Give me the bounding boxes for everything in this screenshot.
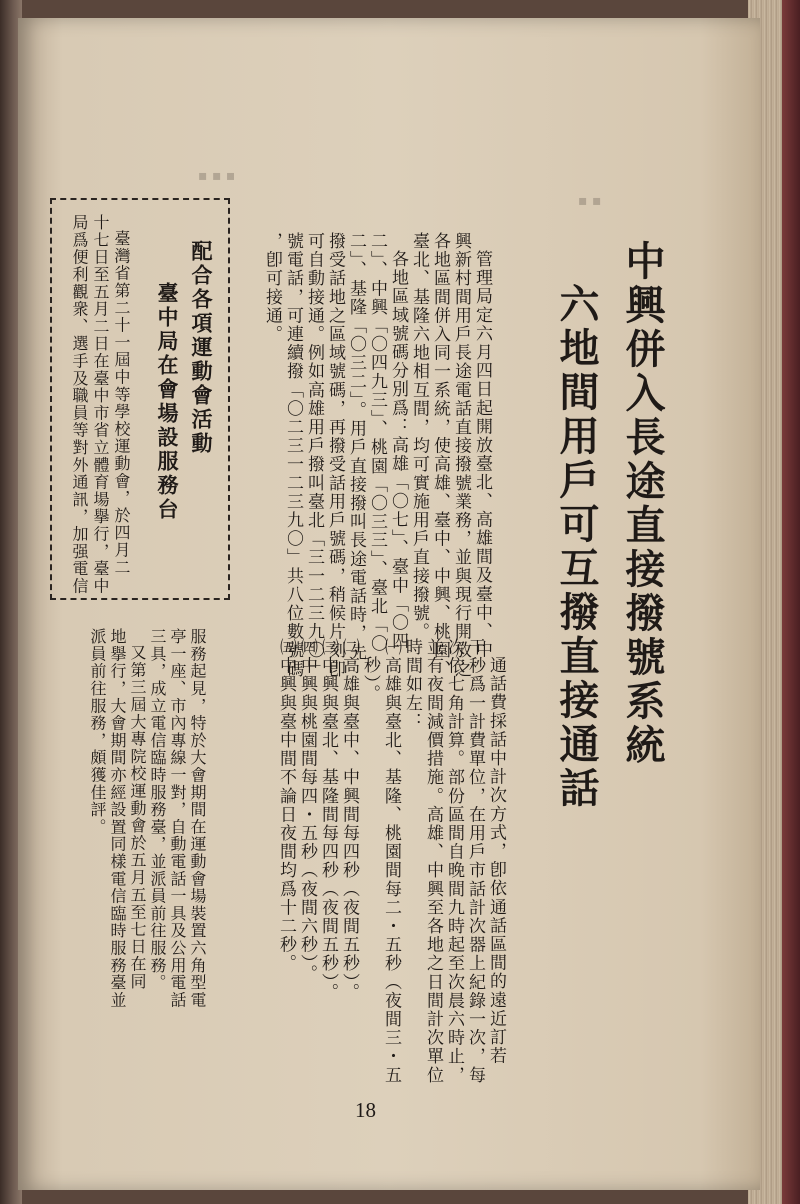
article-p1-col: 各地區域號碼分別爲：高雄「〇七」、臺中「〇四 (388, 250, 408, 651)
sidebar-p1-col: 臺灣省第二十一屆中等學校運動會，於四月二 (112, 230, 131, 576)
sidebar-p2-col: 服務起見，特於大會期間在運動會場裝置六角型電 (188, 628, 207, 1009)
book-cover-right (782, 0, 800, 1204)
article-p2-col: 通話費採話中計次方式，卽依通話區間的遠近訂若 (486, 656, 506, 1066)
article-p2-col: ㈣中興與桃園間每四・五秒（夜間六秒）。 (297, 638, 317, 983)
article-p1-col: ，卽可接通。 (262, 232, 282, 344)
article-p2-col: 並有夜間減價措施。高雄、中興至各地之日間計次單位 (423, 638, 443, 1085)
article-p1-col: 二」、基隆「〇三二」。用戶直接撥叫長途電話時，先 (346, 232, 366, 662)
article-p1-col: 管理局定六月四日起開放臺北、高雄間及臺中、中 (472, 250, 492, 660)
sidebar-p2-col: 亭一座、市內專線一對，自動電話一具及公用電話 (168, 628, 187, 1009)
article-p2-col: 時間如左： (402, 638, 422, 731)
article-title-line-1: 中興併入長途直接撥號系統 (619, 240, 666, 768)
sidebar-p2-col: 派員前往服務，頗獲佳評。 (88, 628, 107, 836)
article-p1-col: 撥受話地之區域號碼，再撥受話用戶號碼，稍候片刻卽 (325, 232, 345, 679)
article-p2-col: 干秒爲一計費單位，在用戶市話計次器上紀錄一次，每 (465, 638, 485, 1085)
page-number: 18 (355, 1098, 376, 1122)
article-title-line-2: 六地間用戶可互撥直接通話 (553, 283, 600, 811)
article-p1-col: 可自動接通。例如高雄用戶撥叫臺北「三一二三九〇」 (304, 232, 324, 679)
article-p2-col: ㈡高雄與臺中、中興間每四秒（夜間五秒）。 (339, 638, 359, 1002)
bleed-through-mark: ▪ ▪ ▪ (198, 168, 236, 184)
sidebar-title-line-2: 臺中局在會場設服務台 (155, 282, 180, 522)
article-p2-col: ㈢中興與臺北、基隆間每四秒（夜間五秒）。 (318, 638, 338, 1002)
bleed-through-mark: ▪ ▪ (578, 193, 602, 209)
article-p1-col: 臺北、基隆六地相互間，均可實施用戶直接撥號。 (409, 232, 429, 642)
sidebar-title-line-1: 配合各項運動會活動 (189, 240, 214, 456)
article-p2-col: 次依七角計算。部份區間自晚間九時起至次晨六時止， (444, 638, 464, 1085)
sidebar-p2-col: 三具，成立電信臨時服務臺，並派員前往服務。 (148, 628, 167, 992)
sidebar-p1-col: 十七日至五月二日在臺中市省立體育場擧行，臺中 (91, 214, 110, 595)
article-p1-col: 二」、中興「〇四九三」、桃園「〇三三」、臺北「〇 (367, 232, 387, 653)
sidebar-p1-col: 局爲便利觀衆、選手及職員等對外通訊，加强電信 (70, 214, 89, 595)
sidebar-p2-col: 又第三屆大專院校運動會於五月五至七日在同 (128, 644, 147, 990)
sidebar-box (50, 198, 230, 600)
article-p1-col: 各地區間併入同一系統，使高雄、臺中、中興、桃園、 (430, 232, 450, 679)
book-page (18, 18, 760, 1190)
article-p2-col: ㈤中興與臺中間不論日夜間均爲十二秒。 (276, 638, 296, 973)
article-p1-col: 興新村間用戶長途電話直接撥號業務，並與現行開放之 (451, 232, 471, 679)
article-p1-col: 號電話，可連續撥「〇二三一二三九〇」共八位數號碼 (283, 232, 303, 679)
sidebar-p2-col: 地擧行，大會期間亦經設置同樣電信臨時服務臺並 (108, 628, 127, 1009)
article-p2-col: 秒）。 (360, 656, 380, 704)
article-p2-col: ㈠高雄與臺北、基隆、桃園間每二・五秒（夜間三・五 (381, 638, 401, 1085)
